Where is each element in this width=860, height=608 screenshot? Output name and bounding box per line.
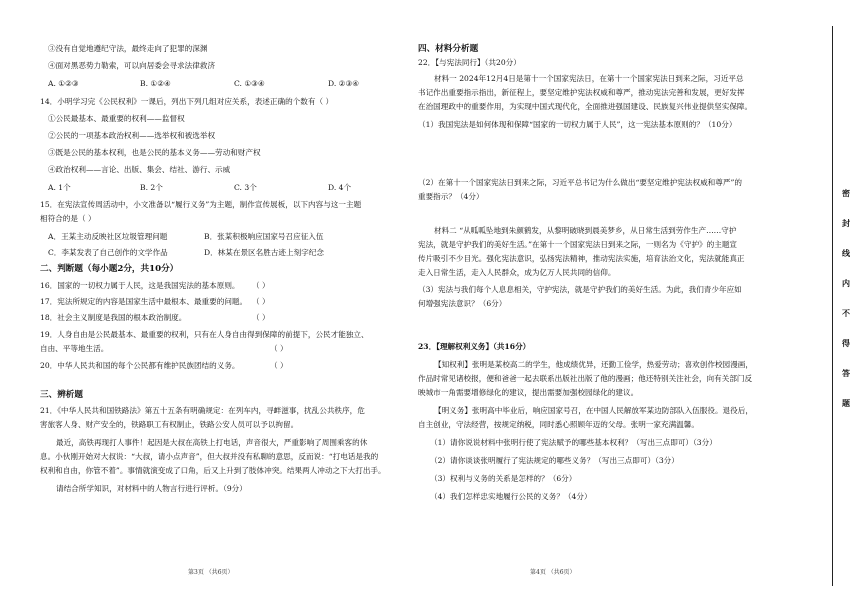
seal-char: 不 bbox=[842, 308, 850, 318]
q13-option-c: C. ①③④ bbox=[234, 79, 265, 88]
q15-option-a: A．王某主动反映社区垃圾管理问题 bbox=[48, 232, 168, 241]
seal-char: 内 bbox=[842, 278, 850, 288]
q15-option-d: D．林某在景区名胜古迹上刻字纪念 bbox=[204, 248, 324, 257]
section-2-title: 二、判断题（每小题2分，共10分） bbox=[40, 264, 179, 274]
material-3-line-3: 映城市一角需要增修绿化的建议，提出需要加强校园绿化的建议。 bbox=[418, 388, 639, 397]
q14-item-1: ①公民最基本、最重要的权利——监督权 bbox=[48, 114, 185, 123]
section-3-title: 三、辨析题 bbox=[40, 390, 83, 400]
material-1-line-3: 在治国理政中的重要作用，为实现中国式现代化，全面推进强国建设、民族复兴伟业提供坚实保障。 bbox=[418, 102, 753, 111]
q21-line-6: 请结合所学知识，对材料中的人物言行进行评析。（9分） bbox=[56, 484, 247, 493]
q15-stem-cont: 相符合的是（ ） bbox=[40, 214, 96, 223]
material-3-line-2: 作品时常见诸校报，便和爸爸一起去联系出版社出版了他的漫画；他还特别关注社会，向有关部门反 bbox=[418, 374, 753, 383]
material-1-line-1: 材料一 2024年12月4日是第十一个国家宪法日，在第十一个国家宪法日到来之际，习近平总 bbox=[434, 74, 744, 83]
q22-part-1: （1）我国宪法是如何体现和保障“国家的一切权力属于人民”，这一宪法基本原则的？（10分） bbox=[418, 120, 737, 129]
q14-option-d: D. 4个 bbox=[328, 183, 352, 192]
seal-char: 密 bbox=[842, 188, 850, 198]
q23-part-2: （2）请你谈谈张明履行了宪法规定的哪些义务？（写出三点即可）（3分） bbox=[430, 456, 679, 465]
q22-part-2: （2）在第十一个国家宪法日到来之际，习近平总书记为什么做出“要坚定维护宪法权威和尊严”的 bbox=[418, 178, 742, 187]
q14-option-a: A. 1个 bbox=[48, 183, 71, 192]
material-1-line-2: 书记作出重要指示指出，新征程上，要坚定维护宪法权威和尊严，推动宪法完善和发展，更好发挥 bbox=[418, 88, 745, 97]
q15-option-c: C．李某发表了自己创作的文学作品 bbox=[48, 248, 168, 257]
q21-line-4: 息。小伙刚开始对大叔说：“大叔，请小点声音”，但大叔并没有私聊的意思，反而说：“打电话是我的 bbox=[40, 452, 379, 461]
judge-20: 20．中华人民共和国的每个公民都有维护民族团结的义务。 bbox=[40, 361, 240, 370]
q23-part-4: （4）我们怎样忠实地履行公民的义务？（4分） bbox=[430, 492, 592, 501]
q23-part-3: （3）权利与义务的关系是怎样的？（6分） bbox=[430, 474, 577, 483]
judge-17-paren: （ ） bbox=[252, 297, 270, 306]
judge-18-paren: （ ） bbox=[252, 313, 270, 322]
q14-stem: 14．小明学习完《公民权利》一课后，列出下列几组对应关系，表述正确的个数有（ ） bbox=[40, 97, 334, 106]
material-2-line-3: 传片吸引不少目光。强化宪法意识，弘扬宪法精神，推动宪法实施，培育法治文化，宪法就能真正 bbox=[418, 254, 745, 263]
page-footer-3: 第3页 （共6页） bbox=[188, 569, 234, 576]
seal-line-margin bbox=[818, 0, 860, 608]
judge-18: 18．社会主义制度是我国的根本政治制度。 bbox=[40, 313, 187, 322]
seal-char: 题 bbox=[842, 398, 850, 408]
q13-option-a: A. ①②③ bbox=[48, 79, 79, 88]
material-2-line-1: 材料二 “从呱呱坠地到朱颜鹤发，从黎明破晓到晨美梦乡，从日常生活到劳作生产……守护 bbox=[434, 226, 737, 235]
q13-option-b: B. ①②④ bbox=[140, 79, 171, 88]
q15-option-b: B．张某积极响应国家号召应征入伍 bbox=[204, 232, 324, 241]
q21-line-3: 最近，高铁再现打人事件！起因是大叔在高铁上打电话，声音很大，严重影响了周围乘客的休 bbox=[56, 438, 368, 447]
seal-char: 得 bbox=[842, 338, 850, 348]
q22-title: 22．【与宪法同行】（共20分） bbox=[418, 58, 521, 67]
judge-19: 19．人身自由是公民最基本、最重要的权利，只有在人身自由得到保障的前提下，公民才能独立、 bbox=[40, 330, 369, 339]
q14-item-2: ②公民的一项基本政治权利——选举权和被选举权 bbox=[48, 131, 216, 140]
q15-stem: 15．在宪法宣传周活动中，小文准备以“履行义务”为主题，制作宣传展板，以下内容与这一主题 bbox=[40, 200, 362, 209]
q21-line-5: 权利和自由，你管不着”。事情就演变成了口角，后又上升到了肢体冲突。结果两人冲动之下大打出手。 bbox=[40, 466, 386, 475]
q13-item-3: ③没有自觉地遵纪守法，最终走向了犯罪的深渊 bbox=[48, 44, 208, 53]
material-2-line-2: 宪法，就是守护我们的美好生活。”在第十一个国家宪法日到来之际，一则名为《守护》的主题宣 bbox=[418, 240, 738, 249]
material-2-line-4: 走入日常生活，走入人民群众，成为亿万人民共同的信仰。 bbox=[418, 268, 616, 277]
seal-line bbox=[832, 26, 833, 586]
judge-19-cont: 自由、平等地生活。 bbox=[40, 344, 109, 353]
seal-char: 答 bbox=[842, 368, 850, 378]
seal-char: 封 bbox=[842, 218, 850, 228]
q13-option-d: D. ②③④ bbox=[328, 79, 360, 88]
q23-part-1: （1）请你说说材料中张明行使了宪法赋予的哪些基本权利？（写出三点即可）（3分） bbox=[430, 438, 717, 447]
q22-part-3-cont: 何增强宪法意识？（6分） bbox=[418, 299, 507, 308]
q22-part-3: （3）宪法与我们每个人息息相关，守护宪法，就是守护我们的美好生活。为此，我们青少年应如 bbox=[418, 285, 742, 294]
q21-line-2: 害旅客人身、财产安全的，铁路职工有权制止，铁路公安人员可以予以拘留。 bbox=[40, 420, 299, 429]
page-footer-4: 第4页 （共6页） bbox=[530, 569, 576, 576]
q23-title: 23．【理解权利义务】（共16分） bbox=[418, 342, 531, 351]
q21-line-1: 21．《中华人民共和国铁路法》第五十五条有明确规定：在列车内，寻衅滋事，扰乱公共秩序，危 bbox=[40, 406, 365, 415]
judge-20-paren: （ ） bbox=[270, 361, 288, 370]
material-4-line-1: 【明义务】张明高中毕业后，响应国家号召，在中国人民解放军某边防部队入伍服役。退役后， bbox=[434, 406, 753, 415]
material-3-line-1: 【知权利】张明是某校高二的学生，他成绩优异，还勤工俭学，热爱劳动；喜欢创作校园漫画， bbox=[434, 360, 753, 369]
q14-item-4: ④政治权利——言论、出版、集会、结社、游行、示威 bbox=[48, 165, 231, 174]
judge-16-paren: （ ） bbox=[252, 281, 270, 290]
seal-char: 线 bbox=[842, 248, 850, 258]
material-4-line-2: 自主创业，守法经营，按规定纳税，同时悉心照顾年迈的父母。张明一家充满温馨。 bbox=[418, 420, 699, 429]
judge-19-paren: （ ） bbox=[270, 344, 288, 353]
judge-16: 16．国家的一切权力属于人民，这是我国宪法的基本原则。 bbox=[40, 281, 240, 290]
q14-option-b: B. 2个 bbox=[140, 183, 163, 192]
section-4-title: 四、材料分析题 bbox=[418, 44, 479, 54]
q14-option-c: C. 3个 bbox=[234, 183, 257, 192]
q22-part-2-cont: 重要指示？（4分） bbox=[418, 192, 484, 201]
q13-item-4: ④面对黑恶势力勒索，可以向居委会寻求法律救济 bbox=[48, 61, 216, 70]
judge-17: 17．宪法所规定的内容是国家生活中最根本、最重要的问题。 bbox=[40, 297, 248, 306]
q14-item-3: ③既是公民的基本权利，也是公民的基本义务——劳动和财产权 bbox=[48, 148, 261, 157]
